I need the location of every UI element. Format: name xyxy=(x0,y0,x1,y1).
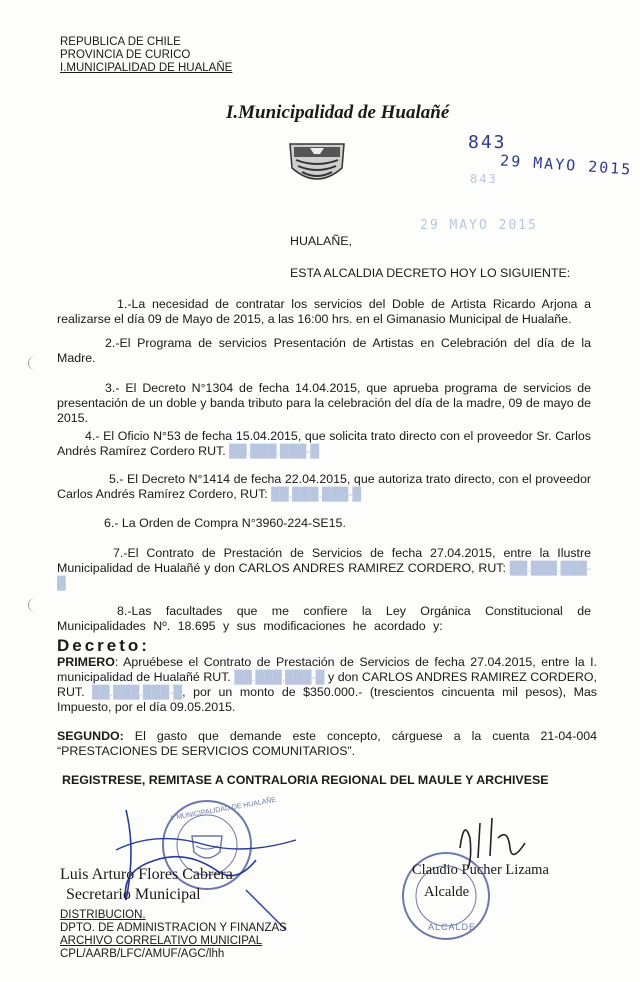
left-seal-text: I. MUNICIPALIDAD DE HUALAÑE xyxy=(170,796,277,823)
item-8: 8.-Las facultades que me confiere la Ley Orgánica Constitucional de Municipalidades Nº. 18.695 y sus modificaciones he acordado y: xyxy=(57,604,591,633)
primero-label: PRIMERO xyxy=(57,655,115,669)
distribution-line-2: ARCHIVO CORRELATIVO MUNICIPAL xyxy=(60,935,263,947)
closing-order: REGISTRESE, REMITASE A CONTRALORIA REGIONAL DEL MAULE Y ARCHIVESE xyxy=(62,773,549,787)
redacted-rut: ██.███.███-█ xyxy=(57,561,591,590)
decree-date-stamp: 29 MAYO 2015 xyxy=(499,151,633,179)
redacted-rut: ██.███.███-█ xyxy=(229,444,320,458)
item-7-text: 7.-El Contrato de Prestación de Servicios de fecha 27.04.2015, entre la Ilustre Municipalidad de Hualañé y don CARLOS ANDRES RAMIREZ CORDERO, RUT: xyxy=(57,546,591,575)
redacted-rut: ██.███.███-█ xyxy=(234,670,325,684)
place: HUALAÑE, xyxy=(290,234,352,248)
primero-text-2: y don CARLOS ANDRES RAMIREZ CORDERO, RUT. xyxy=(57,670,597,699)
segundo-paragraph xyxy=(57,729,597,759)
document-title: I.Municipalidad de Hualañé xyxy=(226,102,450,123)
item-6: 6.- La Orden de Compra N°3960-224-SE15. xyxy=(104,516,346,530)
secretary-title: Secretario Municipal xyxy=(66,886,201,903)
right-seal-text: ALCALDE xyxy=(428,922,477,932)
redacted-rut: ██.███.███-█ xyxy=(271,487,362,501)
header-line-2: PROVINCIA DE CURICO xyxy=(60,49,191,61)
segundo-label: SEGUNDO: xyxy=(57,729,124,743)
item-5 xyxy=(57,472,591,502)
item-3: 3.- El Decreto N°1304 de fecha 14.04.2015, que aprueba programa de servicios de presentación de un doble y banda tributo para la celebración del día de la madre, 09 de mayo de 2015. xyxy=(57,381,591,425)
distribution-label: DISTRIBUCION. xyxy=(60,909,146,921)
distribution-line-3: CPL/AARB/LFC/AMUF/AGC/lhh xyxy=(60,948,225,960)
punch-hole-mark xyxy=(28,598,43,612)
header-line-3: I.MUNICIPALIDAD DE HUALAÑE xyxy=(60,62,233,74)
mayor-title: Alcalde xyxy=(424,884,470,900)
primero-text-3: , por un monto de $350.000.- (trescientos cincuenta mil pesos), Mas Impuesto, por el día 09.05.2015. xyxy=(57,685,597,714)
coat-of-arms-icon xyxy=(286,138,348,190)
secretary-name: Luis Arturo Flores Cabrera xyxy=(60,866,233,883)
item-4-text: 4.- El Oficio N°53 de fecha 15.04.2015, que solicita trato directo con el proveedor Sr. Carlos Andrés Ramírez Cordero RUT. xyxy=(57,429,591,458)
decree-number-stamp: 843 xyxy=(468,132,507,153)
mayor-name: Claudio Pucher Lizama xyxy=(412,862,549,878)
segundo-text: El gasto que demande este concepto, cárguese a la cuenta 21-04-004 “PRESTACIONES DE SERVICIOS COMUNITARIOS”. xyxy=(57,729,597,758)
item-4 xyxy=(57,429,591,459)
distribution-line-1: DPTO. DE ADMINISTRACION Y FINANZAS xyxy=(60,922,287,934)
received-date-stamp: 29 MAYO 2015 xyxy=(420,218,538,233)
punch-hole-mark xyxy=(28,356,43,370)
decreto-heading: Decreto: xyxy=(57,636,150,655)
item-7 xyxy=(57,546,591,591)
intro: ESTA ALCALDIA DECRETO HOY LO SIGUIENTE: xyxy=(290,266,571,280)
item-1: 1.-La necesidad de contratar los servicios del Doble de Artista Ricardo Arjona a realizarse el día 09 de Mayo de 2015, a las 16:00 hrs. en el Gimanasio Municipal de Hualañe. xyxy=(57,297,591,326)
header-line-1: REPUBLICA DE CHILE xyxy=(60,36,181,48)
primero-text-1: : Apruébese el Contrato de Prestación de Servicios de fecha 27.04.2015, entre la I. municipalidad de Hualañé RUT. xyxy=(57,655,597,684)
redacted-rut: ██.███.███-█ xyxy=(92,685,183,699)
faint-stamp: 843 xyxy=(470,172,498,186)
primero-paragraph xyxy=(57,655,597,715)
item-5-text: 5.- El Decreto N°1414 de fecha 22.04.2015, que autoriza trato directo, con el proveedor Carlos Andrés Ramírez Cordero, RUT: xyxy=(57,472,591,501)
item-2: 2.-El Programa de servicios Presentación de Artistas en Celebración del día de la Madre. xyxy=(57,336,591,365)
